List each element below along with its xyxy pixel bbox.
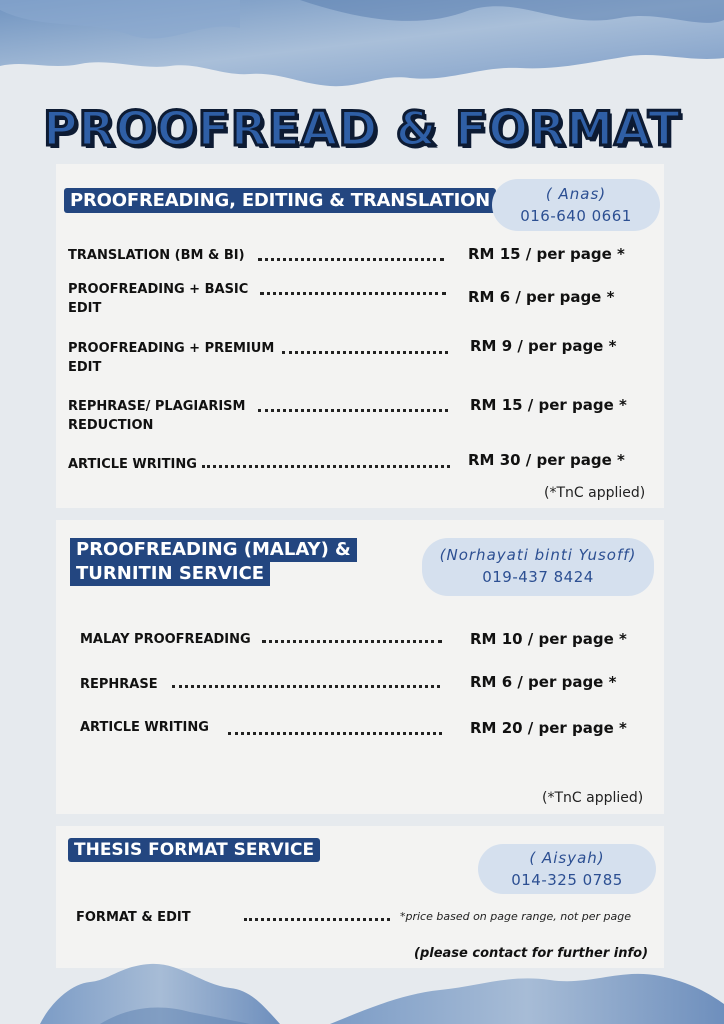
dotted-leader <box>262 640 442 643</box>
contact-phone: 016-640 0661 <box>520 207 632 225</box>
service-label: TRANSLATION (BM & BI) <box>68 248 245 263</box>
service-label: ARTICLE WRITING <box>68 457 197 472</box>
price-note: *price based on page range, not per page <box>400 910 631 923</box>
contact-phone: 019-437 8424 <box>482 568 594 586</box>
proofreading-editing-translation-panel <box>56 164 664 508</box>
service-price: RM 20 / per page * <box>470 719 627 737</box>
watercolor-footer-decoration <box>0 954 724 1024</box>
dotted-leader <box>202 465 450 468</box>
contact-badge <box>478 844 656 894</box>
dotted-leader <box>282 351 448 354</box>
contact-badge <box>492 179 660 231</box>
dotted-leader <box>260 292 446 295</box>
thesis-format-panel <box>56 826 664 968</box>
contact-name: ( Anas) <box>545 185 607 203</box>
contact-name: ( Aisyah) <box>529 849 605 867</box>
service-label: MALAY PROOFREADING <box>80 632 251 647</box>
section-banner-line: TURNITIN SERVICE <box>70 562 270 586</box>
dotted-leader <box>228 732 442 735</box>
service-label: PROOFREADING + PREMIUM EDIT <box>68 341 275 375</box>
watercolor-header-decoration <box>0 0 724 110</box>
tnc-note: (*TnC applied) <box>544 485 646 501</box>
section-banner: PROOFREADING, EDITING & TRANSLATION <box>64 188 496 213</box>
dotted-leader <box>244 918 390 921</box>
dotted-leader <box>258 409 448 412</box>
service-price: RM 9 / per page * <box>470 337 617 355</box>
section-banner <box>70 538 357 586</box>
service-label: FORMAT & EDIT <box>76 910 191 925</box>
service-label: ARTICLE WRITING <box>80 720 209 735</box>
service-label: PROOFREADING + BASIC EDIT <box>68 282 249 316</box>
dotted-leader <box>172 685 440 688</box>
section-banner: THESIS FORMAT SERVICE <box>68 838 320 862</box>
further-info-note: (please contact for further info) <box>414 946 649 961</box>
contact-name: (Norhayati binti Yusoff) <box>439 546 637 564</box>
service-price: RM 30 / per page * <box>468 451 625 469</box>
service-price: RM 10 / per page * <box>470 630 627 648</box>
contact-badge <box>422 538 654 596</box>
service-price: RM 15 / per page * <box>468 245 625 263</box>
contact-phone: 014-325 0785 <box>511 871 623 889</box>
page-title: PROOFREAD & FORMAT <box>43 102 681 157</box>
malay-proofreading-turnitin-panel <box>56 520 664 814</box>
dotted-leader <box>258 258 444 261</box>
tnc-note: (*TnC applied) <box>542 790 644 806</box>
service-price: RM 6 / per page * <box>468 288 615 306</box>
service-price: RM 15 / per page * <box>470 396 627 414</box>
service-label: REPHRASE <box>80 677 158 692</box>
service-price: RM 6 / per page * <box>470 673 617 691</box>
section-banner-line: PROOFREADING (MALAY) & <box>70 538 357 562</box>
service-label: REPHRASE/ PLAGIARISM REDUCTION <box>68 399 246 433</box>
